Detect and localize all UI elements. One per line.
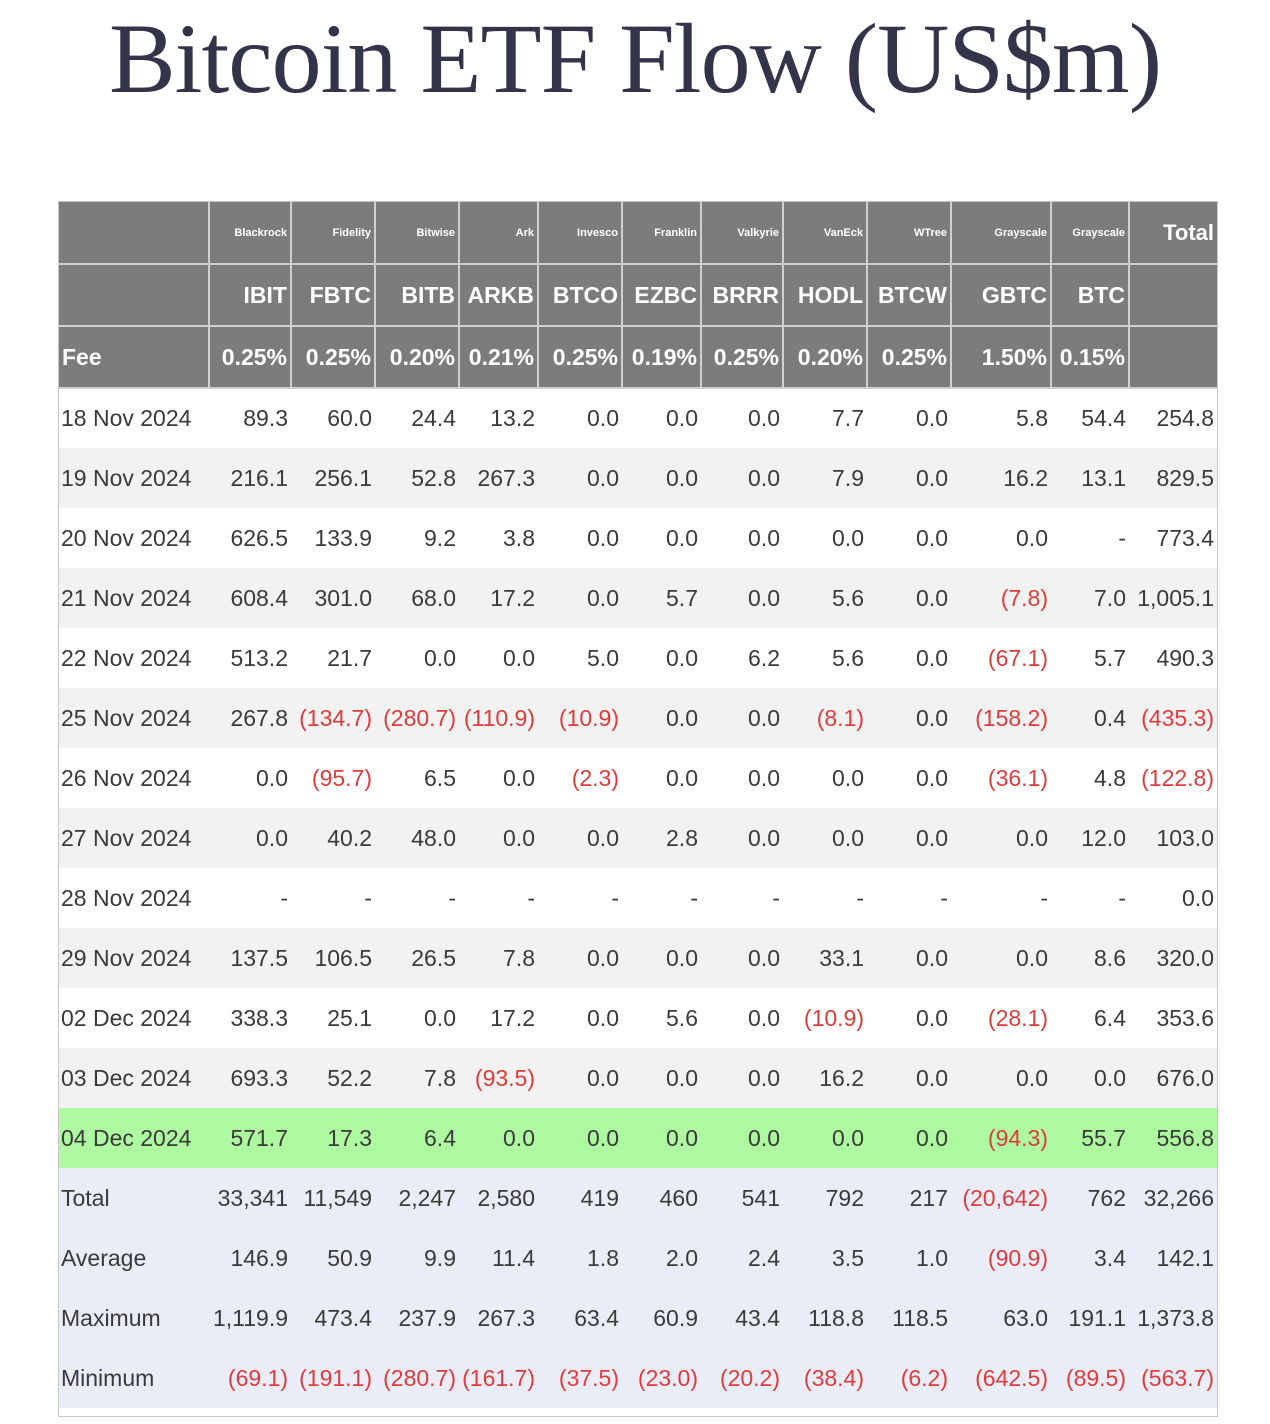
flow-value: 5.6 [783, 568, 867, 628]
flow-value: 5.6 [622, 988, 701, 1048]
flow-value: 7.7 [783, 388, 867, 448]
issuer-label: Grayscale [951, 202, 1051, 264]
flow-value: - [209, 868, 291, 928]
flow-value: 0.0 [783, 508, 867, 568]
summary-row [59, 1288, 1217, 1348]
flow-value: 17.2 [459, 988, 538, 1048]
flow-value: 0.0 [701, 1108, 783, 1168]
flow-value: (67.1) [951, 628, 1051, 688]
table-row [59, 448, 1217, 508]
flow-value: - [1051, 508, 1129, 568]
flow-value: 0.0 [622, 388, 701, 448]
issuer-label: WTree [867, 202, 951, 264]
summary-value: 118.8 [783, 1288, 867, 1348]
summary-value: 9.9 [375, 1228, 459, 1288]
flow-value: 0.0 [538, 448, 622, 508]
flow-value: - [459, 868, 538, 928]
header-row-tickers [59, 264, 1217, 326]
flow-value: 0.0 [951, 808, 1051, 868]
flow-value: - [701, 868, 783, 928]
table-row [59, 1048, 1217, 1108]
flow-value: 0.0 [538, 568, 622, 628]
fee-value: 0.25% [291, 326, 375, 388]
summary-label: Minimum [59, 1348, 209, 1408]
summary-value: (38.4) [783, 1348, 867, 1408]
summary-value: 217 [867, 1168, 951, 1228]
flow-value: 0.0 [867, 688, 951, 748]
flow-value: 0.0 [867, 388, 951, 448]
row-total: 103.0 [1129, 808, 1217, 868]
summary-row [59, 1228, 1217, 1288]
summary-label: Average [59, 1228, 209, 1288]
flow-value: 7.8 [375, 1048, 459, 1108]
ticker-label: EZBC [622, 264, 701, 326]
flow-value: (2.3) [538, 748, 622, 808]
fee-value: 0.19% [622, 326, 701, 388]
flow-value: 0.0 [459, 808, 538, 868]
row-total: (435.3) [1129, 688, 1217, 748]
summary-total: 142.1 [1129, 1228, 1217, 1288]
flow-value: 0.0 [538, 1048, 622, 1108]
flow-value: 0.0 [622, 448, 701, 508]
flow-value: 6.5 [375, 748, 459, 808]
row-total: 254.8 [1129, 388, 1217, 448]
flow-value: 6.2 [701, 628, 783, 688]
total-column-header: Total [1129, 202, 1217, 264]
flow-value: 0.0 [951, 1048, 1051, 1108]
flow-value: 21.7 [291, 628, 375, 688]
ticker-label: BRRR [701, 264, 783, 326]
flow-value: 0.0 [538, 388, 622, 448]
summary-value: (280.7) [375, 1348, 459, 1408]
flow-value: 626.5 [209, 508, 291, 568]
row-total: 490.3 [1129, 628, 1217, 688]
issuer-label: Valkyrie [701, 202, 783, 264]
flow-value: 0.0 [622, 928, 701, 988]
flow-value: 16.2 [951, 448, 1051, 508]
flow-value: 26.5 [375, 928, 459, 988]
flow-value: 0.0 [538, 1108, 622, 1168]
summary-value: 460 [622, 1168, 701, 1228]
summary-label: Total [59, 1168, 209, 1228]
flow-value: 6.4 [375, 1108, 459, 1168]
flow-value: 0.0 [701, 1048, 783, 1108]
summary-value: 11,549 [291, 1168, 375, 1228]
header-row-fees [59, 326, 1217, 388]
flow-value: 0.0 [375, 628, 459, 688]
header-blank-cell [1129, 264, 1217, 326]
issuer-label: Franklin [622, 202, 701, 264]
flow-value: 52.8 [375, 448, 459, 508]
flow-value: 0.0 [951, 928, 1051, 988]
flow-value: 2.8 [622, 808, 701, 868]
flow-value: - [867, 868, 951, 928]
flow-value: 0.0 [783, 1108, 867, 1168]
flow-value: 0.0 [375, 988, 459, 1048]
flow-value: 0.0 [701, 988, 783, 1048]
flow-value: 0.0 [538, 928, 622, 988]
table-header [59, 202, 1217, 388]
fee-value: 0.20% [783, 326, 867, 388]
ticker-label: BITB [375, 264, 459, 326]
summary-value: 762 [1051, 1168, 1129, 1228]
flow-value: 40.2 [291, 808, 375, 868]
flow-value: 0.0 [622, 628, 701, 688]
row-total: 353.6 [1129, 988, 1217, 1048]
summary-value: 3.5 [783, 1228, 867, 1288]
summary-value: 191.1 [1051, 1288, 1129, 1348]
row-date: 19 Nov 2024 [59, 448, 209, 508]
flow-value: 338.3 [209, 988, 291, 1048]
summary-value: (191.1) [291, 1348, 375, 1408]
flow-value: 0.0 [701, 928, 783, 988]
row-total: 320.0 [1129, 928, 1217, 988]
table-row [59, 988, 1217, 1048]
summary-label: Maximum [59, 1288, 209, 1348]
summary-value: 792 [783, 1168, 867, 1228]
flow-value: 0.0 [783, 808, 867, 868]
flow-value: 33.1 [783, 928, 867, 988]
flow-value: 52.2 [291, 1048, 375, 1108]
flow-value: 267.8 [209, 688, 291, 748]
flow-value: 0.0 [701, 508, 783, 568]
flow-value: 0.0 [867, 1048, 951, 1108]
flow-value: (280.7) [375, 688, 459, 748]
flow-value: 5.7 [622, 568, 701, 628]
flow-value: 0.0 [622, 688, 701, 748]
flow-value: 0.0 [701, 808, 783, 868]
issuer-label: Invesco [538, 202, 622, 264]
ticker-label: IBIT [209, 264, 291, 326]
flow-value: 24.4 [375, 388, 459, 448]
flow-value: 8.6 [1051, 928, 1129, 988]
etf-flow-table [59, 202, 1217, 1408]
flow-value: 9.2 [375, 508, 459, 568]
summary-value: 2,580 [459, 1168, 538, 1228]
flow-value: - [622, 868, 701, 928]
flow-value: 0.0 [459, 748, 538, 808]
issuer-label: Ark [459, 202, 538, 264]
row-total: 829.5 [1129, 448, 1217, 508]
flow-value: 133.9 [291, 508, 375, 568]
ticker-label: FBTC [291, 264, 375, 326]
flow-value: - [538, 868, 622, 928]
flow-value: 216.1 [209, 448, 291, 508]
row-date: 26 Nov 2024 [59, 748, 209, 808]
ticker-label: BTCW [867, 264, 951, 326]
flow-value: (10.9) [538, 688, 622, 748]
header-corner-cell [59, 202, 209, 264]
ticker-label: GBTC [951, 264, 1051, 326]
flow-value: 13.1 [1051, 448, 1129, 508]
flow-value: 5.8 [951, 388, 1051, 448]
row-total: 0.0 [1129, 868, 1217, 928]
header-blank-cell [59, 264, 209, 326]
flow-value: 68.0 [375, 568, 459, 628]
fee-value: 0.25% [538, 326, 622, 388]
flow-value: 0.0 [538, 808, 622, 868]
summary-value: 63.4 [538, 1288, 622, 1348]
summary-value: (23.0) [622, 1348, 701, 1408]
flow-value: - [1051, 868, 1129, 928]
flow-value: 54.4 [1051, 388, 1129, 448]
summary-value: 419 [538, 1168, 622, 1228]
flow-value: 5.6 [783, 628, 867, 688]
flow-value: 106.5 [291, 928, 375, 988]
flow-value: 0.0 [867, 508, 951, 568]
flow-value: 0.0 [951, 508, 1051, 568]
row-total: 556.8 [1129, 1108, 1217, 1168]
table-row [59, 688, 1217, 748]
flow-value: 17.2 [459, 568, 538, 628]
flow-value: 7.0 [1051, 568, 1129, 628]
flow-value: 0.0 [867, 808, 951, 868]
row-date: 04 Dec 2024 [59, 1108, 209, 1168]
flow-value: 0.0 [867, 448, 951, 508]
flow-value: 0.0 [1051, 1048, 1129, 1108]
flow-value: (93.5) [459, 1048, 538, 1108]
summary-value: 473.4 [291, 1288, 375, 1348]
summary-total: 32,266 [1129, 1168, 1217, 1228]
row-date: 02 Dec 2024 [59, 988, 209, 1048]
summary-value: (69.1) [209, 1348, 291, 1408]
summary-value: 541 [701, 1168, 783, 1228]
flow-value: 17.3 [291, 1108, 375, 1168]
flow-value: (134.7) [291, 688, 375, 748]
flow-value: 0.0 [867, 748, 951, 808]
flow-value: 0.0 [622, 1108, 701, 1168]
summary-value: (20,642) [951, 1168, 1051, 1228]
header-row-issuers [59, 202, 1217, 264]
row-date: 03 Dec 2024 [59, 1048, 209, 1108]
summary-total: 1,373.8 [1129, 1288, 1217, 1348]
ticker-label: HODL [783, 264, 867, 326]
table-row [59, 388, 1217, 448]
issuer-label: Grayscale [1051, 202, 1129, 264]
summary-value: 2.0 [622, 1228, 701, 1288]
summary-value: 63.0 [951, 1288, 1051, 1348]
flow-value: (94.3) [951, 1108, 1051, 1168]
flow-value: (8.1) [783, 688, 867, 748]
flow-value: - [291, 868, 375, 928]
fee-value: 0.21% [459, 326, 538, 388]
table-row [59, 928, 1217, 988]
row-date: 25 Nov 2024 [59, 688, 209, 748]
summary-row [59, 1168, 1217, 1228]
table-row [59, 868, 1217, 928]
summary-value: (89.5) [1051, 1348, 1129, 1408]
summary-value: 267.3 [459, 1288, 538, 1348]
table-row [59, 808, 1217, 868]
summary-row [59, 1348, 1217, 1408]
row-total: (122.8) [1129, 748, 1217, 808]
flow-value: 0.0 [459, 1108, 538, 1168]
flow-value: (95.7) [291, 748, 375, 808]
flow-value: 0.0 [538, 508, 622, 568]
flow-value: 0.0 [867, 1108, 951, 1168]
flow-value: 0.0 [622, 1048, 701, 1108]
flow-value: 0.0 [701, 688, 783, 748]
summary-value: (20.2) [701, 1348, 783, 1408]
flow-value: 693.3 [209, 1048, 291, 1108]
summary-value: 2.4 [701, 1228, 783, 1288]
summary-value: 33,341 [209, 1168, 291, 1228]
summary-value: 43.4 [701, 1288, 783, 1348]
summary-value: 3.4 [1051, 1228, 1129, 1288]
row-date: 29 Nov 2024 [59, 928, 209, 988]
summary-value: 2,247 [375, 1168, 459, 1228]
flow-value: 7.8 [459, 928, 538, 988]
fee-value: 0.25% [209, 326, 291, 388]
summary-value: (6.2) [867, 1348, 951, 1408]
flow-value: 267.3 [459, 448, 538, 508]
flow-value: (7.8) [951, 568, 1051, 628]
fee-value: 0.25% [701, 326, 783, 388]
table-row [59, 568, 1217, 628]
row-total: 676.0 [1129, 1048, 1217, 1108]
flow-value: 0.0 [622, 748, 701, 808]
flow-value: 0.0 [209, 748, 291, 808]
row-date: 22 Nov 2024 [59, 628, 209, 688]
ticker-label: ARKB [459, 264, 538, 326]
flow-value: 0.0 [867, 628, 951, 688]
summary-value: 1.0 [867, 1228, 951, 1288]
table-row-latest [59, 1108, 1217, 1168]
flow-value: 0.0 [538, 988, 622, 1048]
issuer-label: Blackrock [209, 202, 291, 264]
ticker-label: BTC [1051, 264, 1129, 326]
flow-value: 3.8 [459, 508, 538, 568]
header-blank-cell [1129, 326, 1217, 388]
flow-value: 4.8 [1051, 748, 1129, 808]
flow-value: 5.0 [538, 628, 622, 688]
flow-value: 256.1 [291, 448, 375, 508]
flow-value: 48.0 [375, 808, 459, 868]
flow-value: (36.1) [951, 748, 1051, 808]
row-total: 773.4 [1129, 508, 1217, 568]
flow-value: - [375, 868, 459, 928]
flow-value: 0.0 [459, 628, 538, 688]
flow-value: 0.0 [701, 568, 783, 628]
flow-value: (158.2) [951, 688, 1051, 748]
table-row [59, 628, 1217, 688]
summary-value: 1,119.9 [209, 1288, 291, 1348]
row-date: 18 Nov 2024 [59, 388, 209, 448]
flow-value: 301.0 [291, 568, 375, 628]
summary-value: (161.7) [459, 1348, 538, 1408]
table-row [59, 508, 1217, 568]
flow-value: 0.0 [209, 808, 291, 868]
flow-value: 0.0 [783, 748, 867, 808]
summary-value: (37.5) [538, 1348, 622, 1408]
ticker-label: BTCO [538, 264, 622, 326]
flow-value: 0.0 [622, 508, 701, 568]
fee-value: 1.50% [951, 326, 1051, 388]
flow-value: 7.9 [783, 448, 867, 508]
flow-value: 0.0 [867, 928, 951, 988]
summary-value: 237.9 [375, 1288, 459, 1348]
fee-value: 0.25% [867, 326, 951, 388]
row-date: 21 Nov 2024 [59, 568, 209, 628]
flow-value: 0.0 [701, 388, 783, 448]
flow-value: - [951, 868, 1051, 928]
flow-value: 12.0 [1051, 808, 1129, 868]
summary-value: 146.9 [209, 1228, 291, 1288]
flow-value: 0.0 [867, 988, 951, 1048]
table-body [59, 388, 1217, 1408]
flow-value: 6.4 [1051, 988, 1129, 1048]
summary-value: (90.9) [951, 1228, 1051, 1288]
page-title: Bitcoin ETF Flow (US$m) [108, 3, 1162, 114]
issuer-label: Fidelity [291, 202, 375, 264]
flow-value: (28.1) [951, 988, 1051, 1048]
summary-total: (563.7) [1129, 1348, 1217, 1408]
flow-value: (10.9) [783, 988, 867, 1048]
table-row [59, 748, 1217, 808]
flow-value: (110.9) [459, 688, 538, 748]
flow-value: 13.2 [459, 388, 538, 448]
summary-value: 1.8 [538, 1228, 622, 1288]
flow-value: 571.7 [209, 1108, 291, 1168]
flow-value: 137.5 [209, 928, 291, 988]
flow-value: 25.1 [291, 988, 375, 1048]
flow-value: 89.3 [209, 388, 291, 448]
flow-value: 0.0 [701, 448, 783, 508]
flow-value: 16.2 [783, 1048, 867, 1108]
fee-value: 0.15% [1051, 326, 1129, 388]
summary-value: 50.9 [291, 1228, 375, 1288]
row-date: 28 Nov 2024 [59, 868, 209, 928]
flow-value: 0.0 [867, 568, 951, 628]
row-date: 27 Nov 2024 [59, 808, 209, 868]
issuer-label: Bitwise [375, 202, 459, 264]
flow-value: 0.0 [701, 748, 783, 808]
flow-value: 60.0 [291, 388, 375, 448]
flow-value: 608.4 [209, 568, 291, 628]
summary-value: 11.4 [459, 1228, 538, 1288]
row-date: 20 Nov 2024 [59, 508, 209, 568]
summary-value: 60.9 [622, 1288, 701, 1348]
summary-value: 118.5 [867, 1288, 951, 1348]
flow-value: 5.7 [1051, 628, 1129, 688]
fee-value: 0.20% [375, 326, 459, 388]
issuer-label: VanEck [783, 202, 867, 264]
flow-value: 513.2 [209, 628, 291, 688]
flow-value: 0.4 [1051, 688, 1129, 748]
flow-value: 55.7 [1051, 1108, 1129, 1168]
flow-value: - [783, 868, 867, 928]
fee-label: Fee [59, 326, 209, 388]
summary-value: (642.5) [951, 1348, 1051, 1408]
row-total: 1,005.1 [1129, 568, 1217, 628]
